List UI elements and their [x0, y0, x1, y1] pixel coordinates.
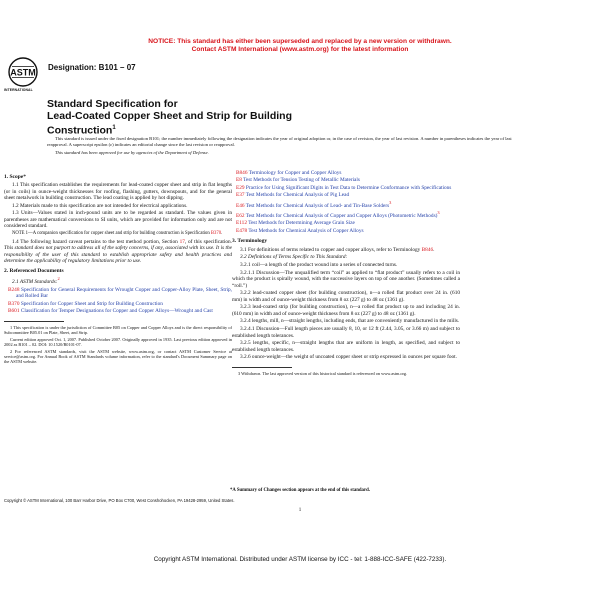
para-3-1: 3.1 For definitions of terms related to copper and copper alloys, refer to Terminology B846.	[240, 246, 435, 253]
license-line: Copyright ASTM International. Distributed under ASTM license by ICC - tel: 1-888-ICC-SAFE (422-7233).	[153, 556, 447, 563]
copyright-line: Copyright © ASTM International, 100 Barr Harbor Drive, PO Box C700, West Conshohocken, PA 19428-2959, United States.	[4, 498, 235, 503]
page-number: 1	[298, 508, 302, 513]
footnote-2: 2 For referenced ASTM standards, visit the ASTM website, www.astm.org, or contact ASTM Customer Service at service@astm.org. For Annual Book of ASTM Standards volume information, refer to the standard's Document Summary page on the ASTM website.	[4, 348, 232, 365]
footnote-1: 1 This specification is under the jurisdiction of Committee B05 on Copper and Copper Alloys and is the direct responsibility of Subcommittee B05.01 on Plate, Sheet, and Strip.	[4, 324, 232, 335]
link-b370[interactable]: B370	[210, 231, 222, 237]
para-2-1: 2.1 ASTM Standards:$^2$	[12, 276, 60, 286]
para-3-2-6: 3.2.6 ounce-weight—the weight of uncoated copper sheet or strip expressed in ounces per square foot.	[240, 354, 457, 361]
left-column	[4, 170, 232, 366]
footnote-divider	[4, 321, 64, 322]
dod-approval: This standard has been approved for use by agencies of the Department of Defense.	[55, 150, 209, 156]
document-title	[47, 98, 347, 137]
para-1-3: 1.3 Units—Values stated in inch-pound units are to be regarded as standard. The values given in parentheses are mathematical conversions to SI units, which are provided for information only and are not considered standard.	[4, 210, 232, 230]
para-3-2-4-1: 3.2.4.1 Discussion—Full length pieces are usually 8, 10, or 12 ft (2.44, 3.05, or 3.66 m) and subject to established length tolerances.	[232, 326, 460, 339]
para-3-2-5: 3.2.5 lengths, specific, n—straight lengths that are uniform in length, as specified, and subject to established length tolerances.	[232, 340, 460, 353]
para-3-2-1-1: 3.2.1.1 Discussion—The unqualified term “coil” as applied to “flat product” usually refers to a coil in which the product is spirally wound, with the successive layers on top of one another. (Sometimes called a “roll.”)	[232, 269, 460, 289]
notice-line-1: NOTICE: This standard has either been superseded and replaced by a new version or withdrawn.	[148, 38, 452, 45]
ref-item-e112[interactable]: E112 Test Methods for Determining Average Grain Size	[236, 220, 355, 227]
ref-item-e478[interactable]: E478 Test Methods for Chemical Analysis of Copper Alloys	[236, 227, 364, 234]
ref-item-e8[interactable]: E8 Test Methods for Tension Testing of Metallic Materials	[236, 177, 360, 184]
issuance-paragraph: This standard is issued under the fixed designation B101; the number immediately following the designation indicates the year of original adoption or, in the case of revision, the year of last revision. A number in parentheses indicates the year of last reapproval. A superscript epsilon (ε) indicates an editorial change since the last revision or reapproval.	[47, 136, 512, 147]
section-1-heading: 1. Scope*	[4, 174, 26, 180]
para-3-2-2: 3.2.2 lead-coated copper sheet (for building construction), n—a rolled flat product over 24 in. (610 mm) in width and of ounce-weight thickness from 8 oz (227 g) to 48 oz (1361 g).	[232, 290, 460, 303]
right-column	[232, 170, 460, 378]
designation: Designation: B101 – 07	[48, 63, 136, 72]
ref-item-e37[interactable]: E37 Test Methods for Chemical Analysis of Pig Lead	[236, 192, 350, 199]
link-section-17[interactable]: 17	[179, 238, 185, 245]
issuance-note	[47, 136, 517, 159]
link-b846[interactable]: B846	[421, 246, 434, 253]
title-line-3: Construction$^1$	[47, 124, 116, 137]
footnote-1-edition: Current edition approved Oct. 1, 2007. Published October 2007. Originally approved in 1935. Last previous edition approved in 2002 as B101 – 02. DOI: 10.1520/B0101-07.	[4, 336, 232, 347]
para-3-2-1: 3.2.1 coil—a length of the product wound into a series of connected turns.	[240, 262, 398, 269]
note-1: NOTE 1—A companion specification for copper sheet and strip for building construction is Specification B370.	[12, 231, 223, 237]
footnote-3: 3 Withdrawn. The last approved version of this historical standard is referenced on www.astm.org.	[238, 370, 408, 376]
ref-item-b846[interactable]: B846 Terminology for Copper and Copper Alloys	[236, 170, 342, 176]
para-1-1: 1.1 This specification establishes the requirements for lead-coated copper sheet and strip in flat lengths (or in coils) in ounce-weight thicknesses for roofing, flashing, gutters, downspouts, and for the general sheet metalwork in building construction. The lead coating is applied by hot dipping.	[4, 182, 232, 201]
title-line-2: Lead-Coated Copper Sheet and Strip for Building	[47, 110, 293, 122]
withdrawn-notice	[0, 38, 600, 54]
astm-logo-icon	[8, 57, 38, 87]
ref-item-e29[interactable]: E29 Practice for Using Significant Digits in Test Data to Determine Conformance with Specifications	[236, 184, 452, 191]
ref-item-e46[interactable]: E46 Test Methods for Chemical Analysis of Lead- and Tin-Base Solders$^3$	[236, 199, 392, 209]
title-footnote-mark: 1	[112, 125, 116, 131]
svg-text:ASTM: ASTM	[10, 67, 36, 78]
para-1-2: 1.2 Materials made to this specification are not intended for electrical applications.	[12, 202, 188, 209]
notice-line-2: Contact ASTM International (www.astm.org) for the latest information	[191, 46, 409, 54]
para-3-2: 3.2 Definitions of Terms Specific to This Standard:	[240, 254, 348, 261]
ref-item-b370[interactable]: B370 Specification for Copper Sheet and Strip for Building Construction	[8, 300, 163, 307]
ref-item-e62[interactable]: E62 Test Methods for Chemical Analysis of Copper and Copper Alloys (Photometric Methods)$^3$	[236, 210, 440, 219]
section-3-heading: 3. Terminology	[232, 238, 268, 245]
para-3-2-3: 3.2.3 lead-coated strip (for building construction), n—a rolled flat product up to and including 24 in. (610 mm) in width and of ounce-weight thickness from 8 oz (227 g) to 48 oz (1361 g).	[232, 304, 460, 317]
title-line-1: Standard Specification for	[47, 98, 178, 110]
ref-item-b601[interactable]: B601 Classification for Temper Designations for Copper and Copper Alloys—Wrought and Cast	[8, 308, 213, 315]
section-2-heading: 2. Referenced Documents	[4, 268, 64, 275]
logo-caption: INTERNATIONAL	[4, 88, 33, 92]
para-3-2-4: 3.2.4 lengths, mill, n—straight lengths, including ends, that are conveniently manufactured in the mills.	[240, 318, 460, 325]
footnote-divider-right	[232, 367, 292, 368]
summary-of-changes-note: *A Summary of Changes section appears at the end of this standard.	[230, 488, 370, 493]
ref-item-b248[interactable]: B248 Specification for General Requirements for Wrought Copper and Copper-Alloy Plate, Sheet, Strip, and Rolled Bar	[8, 287, 232, 300]
para-1-4: 1.4 The following hazard caveat pertains to the test method portion, Section 17, of this specification. This standard does not purport to address all of the safety concerns, if any, associated with its use. It is the responsibility of the user of this standard to establish appropriate safety and health practices and determine the applicability of regulatory limitations prior to use.	[4, 238, 232, 264]
